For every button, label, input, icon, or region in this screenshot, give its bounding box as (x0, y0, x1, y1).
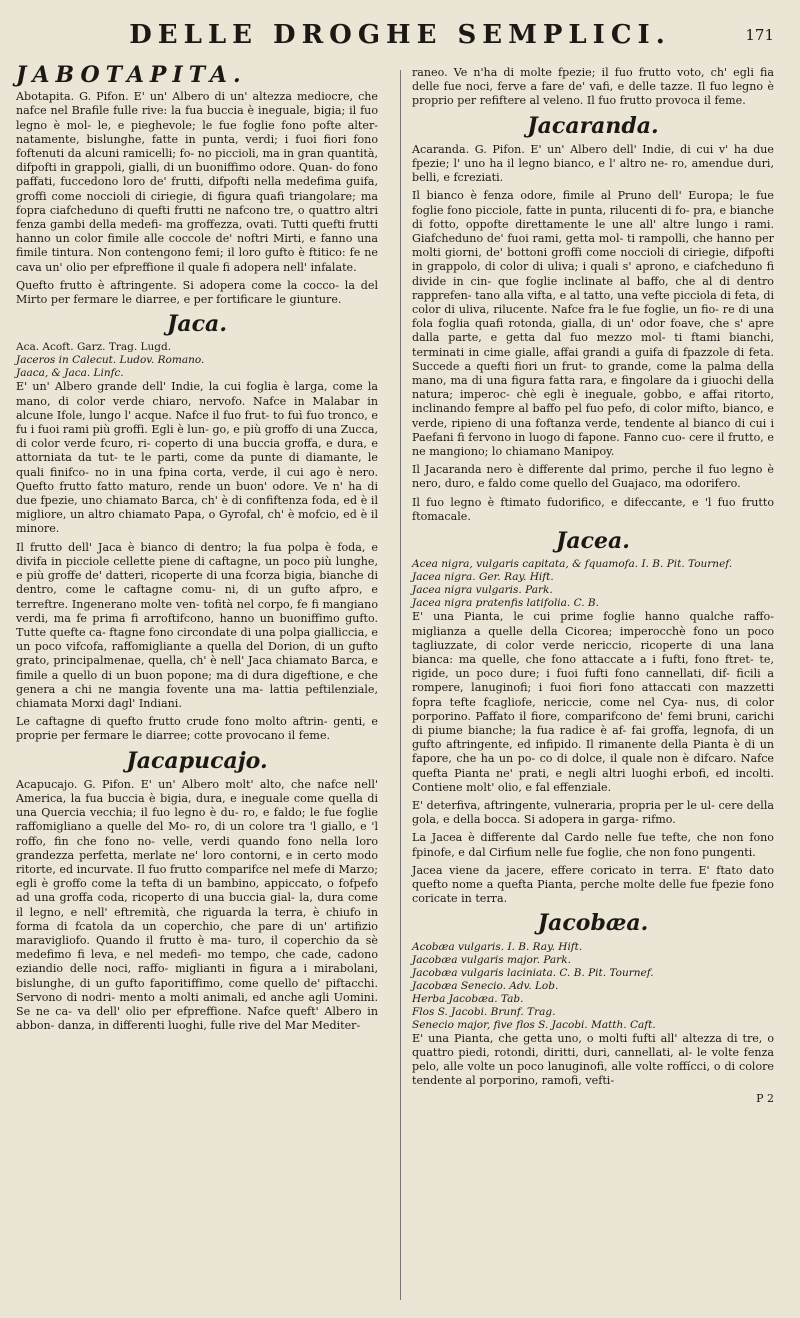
entry-title-jacea: Jacea. (556, 528, 630, 555)
running-head (20, 16, 780, 56)
jaca-synonym: Jaceros in Calecut. Ludov. Romano. (16, 354, 205, 367)
left-column (16, 62, 378, 1037)
jaca-synonym: Jaaca, & Jaca. Linfc. (16, 367, 124, 380)
jacobaea-synonym: Herba Jacobæa. Tab. (412, 992, 524, 1005)
jacobaea-synonym: Flos S. Jacobi. Brunf. Trag. (412, 1005, 556, 1018)
right-column (412, 66, 774, 1107)
jacea-use-paragraph: E' deterfiva, aftringente, vulneraria, propria per le ul- cere della gola, e della bocca. Si adopera in garga- rifmo. (412, 798, 774, 827)
jacea-synonym: Acea nigra, vulgaris capitata, & fquamofa. I. B. Pit. Tournef. (412, 558, 733, 571)
page-number: 171 (745, 26, 774, 44)
jacobaea-synonym: Acobæa vulgaris. I. B. Ray. Hift. (412, 940, 583, 953)
jacaranda-intro: Acaranda. G. Pifon. E' un' Albero dell' Indie, di cui v' ha due fpezie; l' uno ha il legno bianco, e l' altro ne- ro, amendue duri, belli, e fcreziati. (412, 142, 774, 185)
jacea-comparison-paragraph: La Jacea è differente dal Cardo nelle fue tefte, che non fono fpinofe, e dal Cirfium nelle fue foglie, che non fono pungenti. (412, 831, 774, 859)
jacapucajo-description: Acapucajo. G. Pifon. E' un' Albero molt' alto, che nafce nell' America, la fua buccia è bigia, dura, e ineguale come quella di una Quercia vecchia; il fuo legno è du- ro, e faldo; le fue foglie raffomigliano a quelle del Mo- ro, di un colore tra 'l giallo, e 'l roffo, fin che fono no- velle, verdi quando fono nella loro grandezza perfetta, merlate ne' loro contorni, e in certo modo ritorte, ed incurvate. Il fuo frutto comparifce nel mefe di Marzo; egli è groffo come la tefta di un bambino, appiccato, o fofpefo ad una groffa coda, ricoperto di una buccia gial- la, dura come il legno, e nell' eftremità, che riguarda la terra, è chiufo in forma di fcatola da un coperchio, che pare di un' artifizio maravigliofo. Quando il frutto è ma- turo, il coperchio da sè medefimo fi leva, e nel medefi- mo tempo, che cade, cadono eziandio delle noci, raffo- miglianti in figura a i mirabolani, bislunghe, di un gufto faporitiffimo, come quello de' piftacchi. Servono di nodri- mento a molti animali, ed anche agli Uomini. Se ne ca- va dell' olio per efpreffione. Nafce queft' Albero in abbon- danza, in differenti luoghi, fulle rive del Mar Mediter- (16, 777, 378, 1033)
jacaranda-black-paragraph: Il Jacaranda nero è differente dal primo, perche il fuo legno è nero, duro, e faldo come quello del Guajaco, ma odorifero. (412, 463, 774, 491)
jacapucajo-continued: raneo. Ve n'ha di molte fpezie; il fuo frutto voto, ch' egli fia delle fue noci, ferve a fare de' vafi, e delle tazze. Il fuo legno è proprio per refiftere al veleno. Il fuo frutto provoca il feme. (412, 66, 774, 108)
jacea-synonym: Jacea nigra pratenfis latifolia. C. B. (412, 597, 599, 610)
jacea-synonym: Jacea nigra vulgaris. Park. (412, 584, 553, 597)
jaca-description: E' un' Albero grande dell' Indie, la cui foglia è larga, come la mano, di color verde chiaro, nervofo. Nafce in Malabar in alcune Ifole, lungo l' acque. Nafce il fuo frut- to fuì fuo tronco, e fu i fuoi rami più groffi. Egli è lun- go, e più groffo di una Zucca, di color verde fcuro, ri- coperto di una buccia groffa, e dura, e attorniata da tut- te le parti, come da punte di diamante, le quali finifco- no in una fpina corta, verde, il cui ago è nero. Quefto frutto fatto maturo, rende un buon' odore. Ve n' ha di due fpezie, uno chiamato Barca, ch' è di confiftenza foda, ed è il migliore, un altro chiamato Papa, o Gyrofal, ch' è mofcio, ed è il minore. (16, 380, 378, 536)
jacobaea-description: E' una Pianta, che getta uno, o molti fufti all' altezza di tre, o quattro piedi, rotondi, diritti, duri, cannellati, al- le volte fenza pelo, alle volte un poco lanuginofi, alle volte roffícci, o di colore tendente al porporino, ramofi, vefti- (412, 1031, 774, 1088)
entry-title-jacaranda: Jacaranda. (527, 112, 659, 139)
jacea-synonym: Jacea nigra. Ger. Ray. Hift. (412, 571, 554, 584)
entry-title-jacapucajo: Jacapucajo. (126, 747, 268, 774)
jacea-etymology-paragraph: Jacea viene da jacere, effere coricato in terra. E' ftato dato quefto nome a quefta Pianta, perche molte delle fue fpezie fono coricate in terra. (412, 863, 774, 906)
abotapita-use-paragraph: Quefto frutto è aftringente. Si adopera come la cocco- la del Mirto per fermare le diarree, e per fortificare le giunture. (16, 278, 378, 307)
jacobaea-synonym: Jacobæa vulgaris laciniata. C. B. Pit. Tournef. (412, 966, 654, 979)
jacaranda-white-paragraph: Il bianco è fenza odore, fimile al Pruno dell' Europa; le fue foglie fono picciole, fatte in punta, rilucenti di fo- pra, e bianche di fotto, oppofte direttamente le une all' altre lungo i rami. Giafcheduno de' fuoi rami, getta mol- ti rampolli, che hanno per molti giorni, de' bottoni groffi come noccioli di ciriegie, difpofti in grappolo, di color di uliva; i quali s' aprono, e ciafcheduno fi divide in cin- que foglie inclinate al baffo, che al di dentro rapprefen- tano alla vifta, e al tatto, una vefte picciola di feta, di color di uliva, rilucente. Nafce fra le fue foglie, un fio- re di una fola foglia quafi rotonda, gialla, di un' odor foave, che s' apre dalla parte, e getta dal fuo mezzo mol- ti ftami bianchi, terminati in cime gialle, affai grandi a guifa di fpazzole di feta. Succede a quefti fiori un frut- to grande, come la palma della mano, ma di una figura fatta rara, e fingolare da i giuochi della natura; imperoc- chè egli è ineguale, gobbo, e affai ritorto, inclinando fempre al baffo pel fuo pefo, di color mifto, bianco, e verde, ripieno di una foftanza verde, tendente al bianco di cui i Paefani fi fervono in luogo di fapone. Fanno cuo- cere il frutto, e ne mangiono; lo chiamano Manipoy. (412, 189, 774, 459)
jacobaea-synonym: Jacobæa vulgaris major. Park. (412, 953, 571, 966)
jaca-fruit-paragraph: Il frutto dell' Jaca è bianco di dentro; la fua polpa è foda, e divifa in picciole cellette piene di caftagne, un poco più lunghe, e più groffe de' datteri, ricoperte di una fcorza bigia, bianche di dentro, come le caftagne comu- ni, di un gufto afpro, e terreftre. Ingenerano molte ven- tofità nel corpo, fe fi mangiano verdi, ma fe prima fi arroftifcono, hanno un buoniffimo gufto. Tutte quefte ca- ftagne fono circondate di una polpa gialliccia, e un poco vifcofa, raffomigliante a quella del Dorion, di un gufto grato, principalmenae, quella, ch' è nell' Jaca chiamato Barca, e fimile a quello di un buon popone; ma di dura digeftione, e che genera a chi ne mangia fovente una ma- lattia peftilenziale, chiamata Morxi dagl' Indiani. (16, 540, 378, 710)
section-header: JABOTAPITA. (16, 62, 247, 88)
jaca-synonym: Aca. Acoft. Garz. Trag. Lugd. (16, 341, 172, 354)
jaca-use-paragraph: Le caftagne di quefto frutto crude fono molto aftrin- genti, e proprie per fermare le diarree; cotte provocano il feme. (16, 715, 378, 743)
jacea-description: E' una Pianta, le cui prime foglie hanno qualche raffo- miglianza a quelle della Cicorea; imperocchè fono un poco tagliuzzate, di color verde nericcio, ricoperte di una lana bianca: ma quelle, che fono attaccate a i fufti, fono ftret- te, rigide, un poco dure; i fuoi fufti fono cannellati, dif- ficili a rompere, lanuginofi; i fuoi fiori fono attaccati con mazzetti fopra tefte fcagliofe, nericcie, come nel Cya- nus, di color porporino. Paffato il fiore, comparifcono de' femi bruni, carichi di piume bianche; la fua radice è af- fai groffa, legnofa, di un gufto aftringente, ed infipido. Il rimanente della Pianta è di un fapore, che ha un po- co di dolce, il quale non è difcaro. Nafce quefta Pianta ne' prati, e negli altri luoghi erbofi, ed incolti. Contiene molt' olio, e fal effenziale. (412, 610, 774, 794)
entry-title-jacobaea: Jacobæa. (537, 910, 649, 937)
jacaranda-use-paragraph: Il fuo legno è ftimato fudorifico, e difeccante, e 'l fuo frutto ftomacale. (412, 495, 774, 523)
jacobaea-synonym: Senecio major, five flos S. Jacobi. Matth. Caft. (412, 1018, 656, 1031)
abotapita-paragraph: Abotapita. G. Pifon. E' un' Albero di un' altezza mediocre, che nafce nel Brafile fulle rive: la fua buccia è ineguale, bigia; il fuo legno è mol- le, e pieghevole; le fue foglie fono pofte alter- natamente, bislunghe, fatte in punta, verdi; i fuoi fiori fono foftenuti da alcuni ramicelli; fo- no piccioli, ma in gran quantità, difpofti in grappoli, gialli, di un buoniffimo odore. Quan- do fono paffati, fuccedono loro de' frutti, difpofti nella medefima guifa, groffi come noccioli di ciriegie, di figura quafi triangolare; ma fopra ciafcheduno di quefti frutti ne nafcono tre, o quattro altri fenza gambi della medefi- ma groffezza, ovati. Tutti quefti frutti hanno un color fimile alle coccole de' noftri Mirti, e fanno una fimile tintura. Non contengono femi; il loro gufto è ftitico: fe ne cava un' olio per efpreffione il quale fi adopera nell' infalate. (16, 90, 378, 274)
signature-mark: P 2 (756, 1092, 774, 1106)
entry-title-jaca: Jaca. (167, 311, 227, 338)
column-divider (400, 70, 401, 1300)
jacobaea-synonym: Jacobæa Senecio. Adv. Lob. (412, 979, 559, 992)
running-head-title: DELLE DROGHE SEMPLICI. (129, 20, 671, 50)
